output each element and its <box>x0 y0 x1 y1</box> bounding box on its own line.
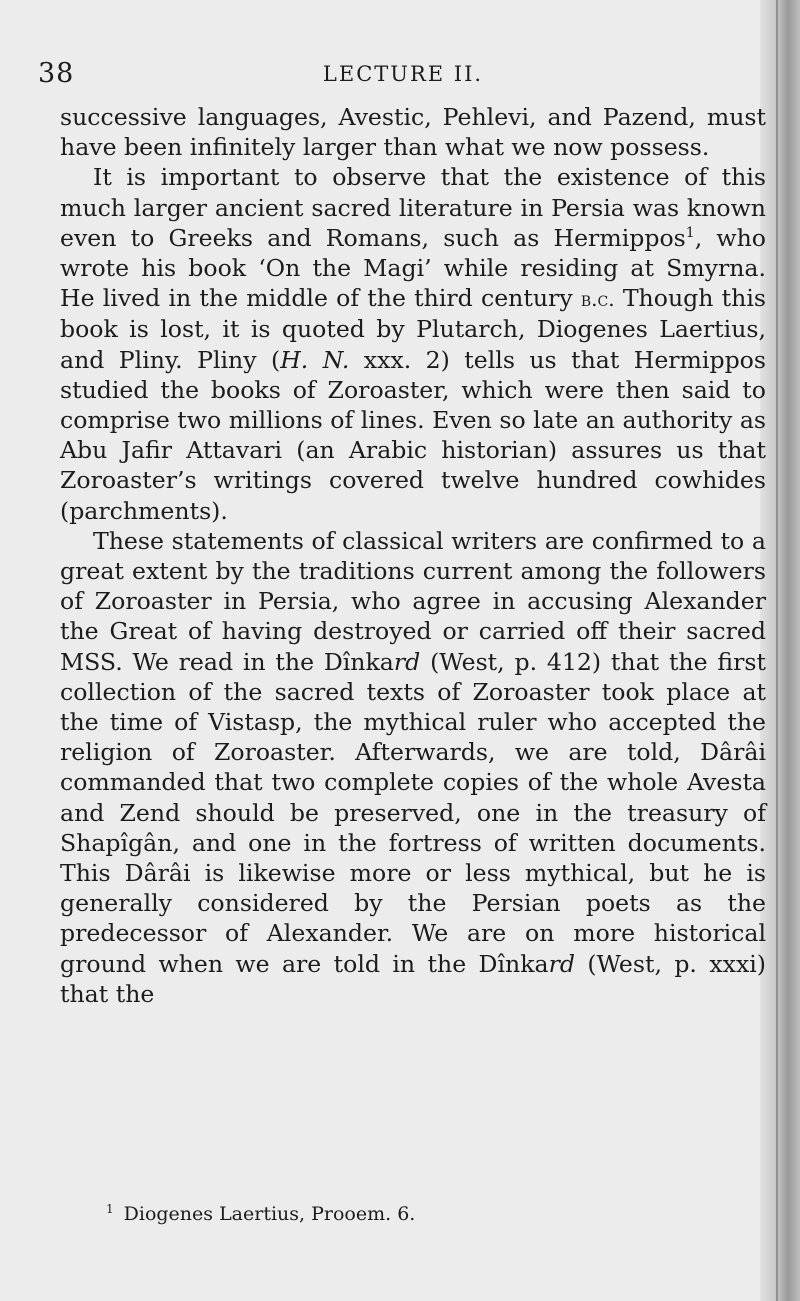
italic-suffix: rd <box>548 949 575 978</box>
page-header <box>38 58 768 98</box>
binding-line <box>776 0 778 1301</box>
paragraph-2 <box>60 162 766 525</box>
era-abbreviation: b.c. <box>580 287 615 312</box>
paragraph-2-text-c: Though this book is lost, it is quoted by Plutarch, Diogenes Laertius, and Pliny. Pliny ( <box>60 284 766 374</box>
paragraph-1 <box>60 102 766 162</box>
paragraph-2-text-b: , who wrote his book ‘On the Magi’ while residing at Smyrna. He lived in the middle of the third century <box>60 223 766 313</box>
work-title-abbreviation: H. N. <box>280 345 350 374</box>
running-head: LECTURE II. <box>322 62 484 86</box>
paragraph-1-text: successive languages, Avestic, Pehlevi, and Pazend, must have been infinitely larger than what we now possess. <box>60 103 766 162</box>
paragraph-2-text-d: xxx. 2) tells us that Hermippos studied the books of Zoroaster, which were then said to comprise two millions of lines. Even so late an authority as Abu Jafir Attavari (an Arabic historian) assures us that Zoroaster’s writings covered twelve hundred cowhides (parchments). <box>60 345 766 525</box>
paragraph-3-text-a: These statements of classical writers are confirmed to a great extent by the traditions current among the followers of Zoroaster in Persia, who agree in accusing Alexander the Great of having destroyed or carried off their sacred MSS. We read in the Dînka <box>60 526 766 676</box>
paragraph-3-text-c: (West, p. xxxi) that the <box>60 949 766 1008</box>
paragraph-3-text-b: (West, p. 412) that the first collection of the sacred texts of Zoroaster took place at the time of Vistasp, the mythical ruler who accepted the religion of Zoroaster. Afterwards, we are told, Dârâi commanded that two complete copies of the whole Avesta and Zend should be preserved, one in the treasury of Shapîgân, and one in the fortress of written documents. This Dârâi is likewise more or less mythical, but he is generally considered by the Persian poets as the predecessor of Alexander. We are on more historical ground when we are told in the Dînka <box>60 647 767 978</box>
footnote-reference: 1 <box>685 224 695 241</box>
footnote-text: Diogenes Laertius, Prooem. 6. <box>123 1203 416 1225</box>
body-text <box>60 102 766 1009</box>
paragraph-2-text-a: It is important to observe that the existence of this much larger ancient sacred literature in Persia was known even to Greeks and Romans, such as Hermippos <box>60 163 766 252</box>
footnote <box>60 1202 766 1226</box>
italic-suffix: rd <box>393 647 421 676</box>
footnote-mark: 1 <box>106 1201 114 1216</box>
page-number: 38 <box>38 58 75 89</box>
paragraph-3 <box>60 526 766 1009</box>
